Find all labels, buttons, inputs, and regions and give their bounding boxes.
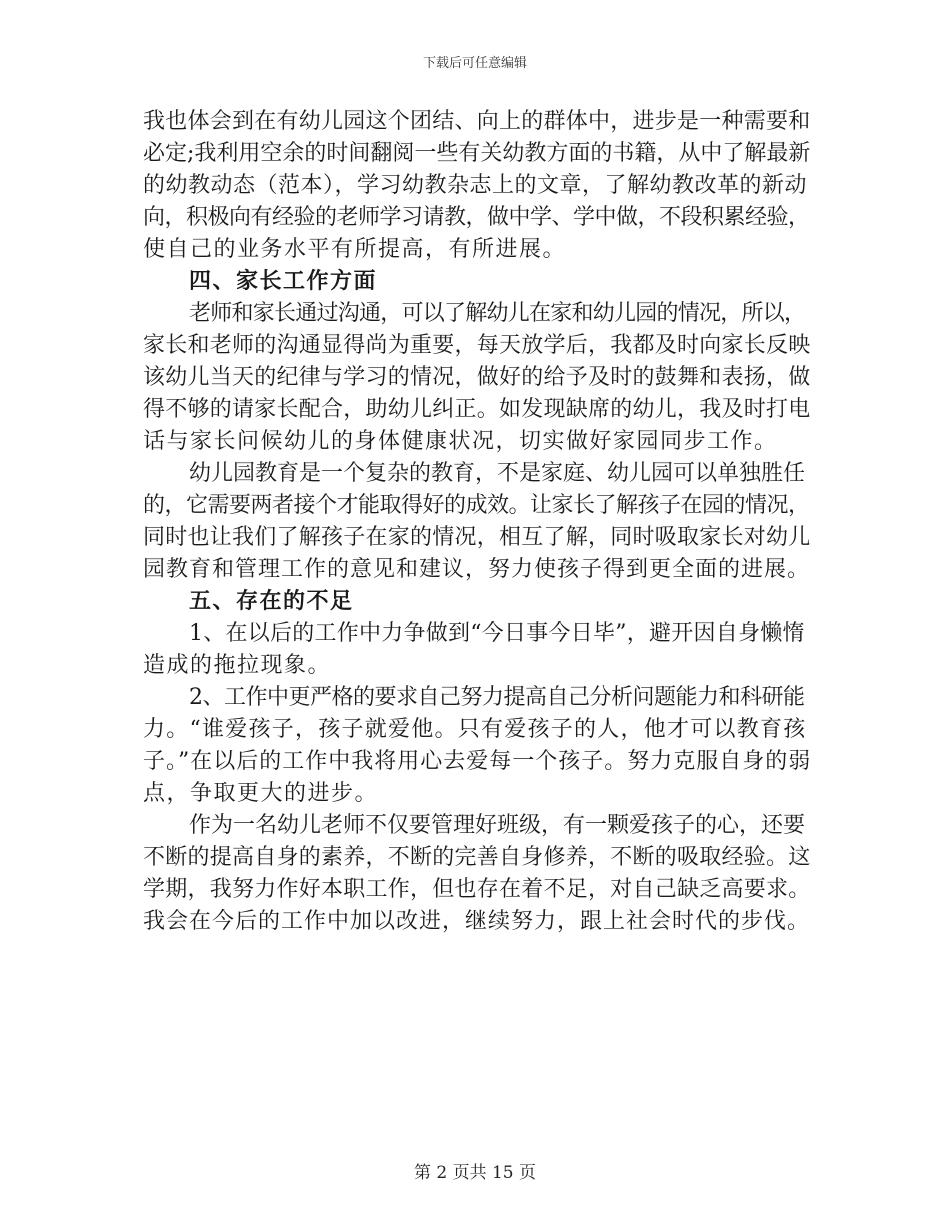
text-line: 1、在以后的工作中力争做到“今日事今日毕”，避开因自身懒惰 <box>189 621 805 646</box>
section-heading: 五、存在的不足 <box>189 589 354 614</box>
text-line: 子。”在以后的工作中我将用心去爱每一个孩子。努力克服自身的弱 <box>143 749 812 774</box>
text-line: 园教育和管理工作的意见和建议，努力使孩子得到更全面的进展。 <box>143 557 811 582</box>
text-line: 话与家长问候幼儿的身体健康状况，切实做好家园同步工作。 <box>143 429 778 454</box>
text-line: 的，它需要两者接个才能取得好的成效。让家长了解孩子在园的情况， <box>143 493 810 518</box>
text-line: 力。“谁爱孩子，孩子就爱他。只有爱孩子的人，他才可以教育孩 <box>143 717 807 742</box>
text-line: 家长和老师的沟通显得尚为重要，每天放学后，我都及时向家长反映 <box>143 333 811 358</box>
text-line: 向，积极向有经验的老师学习请教，做中学、学中做，不段积累经验， <box>143 205 810 230</box>
text-line: 幼儿园教育是一个复杂的教育，不是家庭、幼儿园可以单独胜任 <box>189 461 806 486</box>
text-line: 不断的提高自身的素养，不断的完善自身修养，不断的吸取经验。这 <box>143 845 811 870</box>
text-line: 造成的拖拉现象。 <box>143 653 332 678</box>
text-line: 的幼教动态（范本），学习幼教杂志上的文章，了解幼教改革的新动 <box>143 173 808 198</box>
section-heading: 四、家长工作方面 <box>189 269 378 294</box>
text-line: 学期，我努力作好本职工作，但也存在着不足，对自己缺乏高要求。 <box>143 877 811 902</box>
text-line: 我也体会到在有幼儿园这个团结、向上的群体中，进步是一种需要和 <box>143 109 811 134</box>
page-footer: 第 2 页共 15 页 <box>413 1163 537 1183</box>
text-line: 该幼儿当天的纪律与学习的情况，做好的给予及时的鼓舞和表扬，做 <box>143 365 811 390</box>
text-line: 得不够的请家长配合，助幼儿纠正。如发现缺席的幼儿，我及时打电 <box>143 397 811 422</box>
text-line: 我会在今后的工作中加以改进，继续努力，跟上社会时代的步伐。 <box>143 909 811 934</box>
document-body <box>143 106 811 938</box>
text-line: 点，争取更大的进步。 <box>143 781 379 806</box>
page-header: 下载后可任意编辑 <box>422 56 527 71</box>
text-line: 同时也让我们了解孩子在家的情况，相互了解，同时吸取家长对幼儿 <box>143 525 811 550</box>
text-line: 使自己的业务水平有所提高，有所进展。 <box>143 237 567 262</box>
text-line: 老师和家长通过沟通，可以了解幼儿在家和幼儿园的情况，所以， <box>189 301 806 326</box>
text-line: 2、工作中更严格的要求自己努力提高自己分析问题能力和科研能 <box>189 685 805 710</box>
text-line: 必定;我利用空余的时间翻阅一些有关幼教方面的书籍，从中了解最新 <box>143 141 811 166</box>
text-line: 作为一名幼儿老师不仅要管理好班级，有一颗爱孩子的心，还要 <box>189 813 806 838</box>
